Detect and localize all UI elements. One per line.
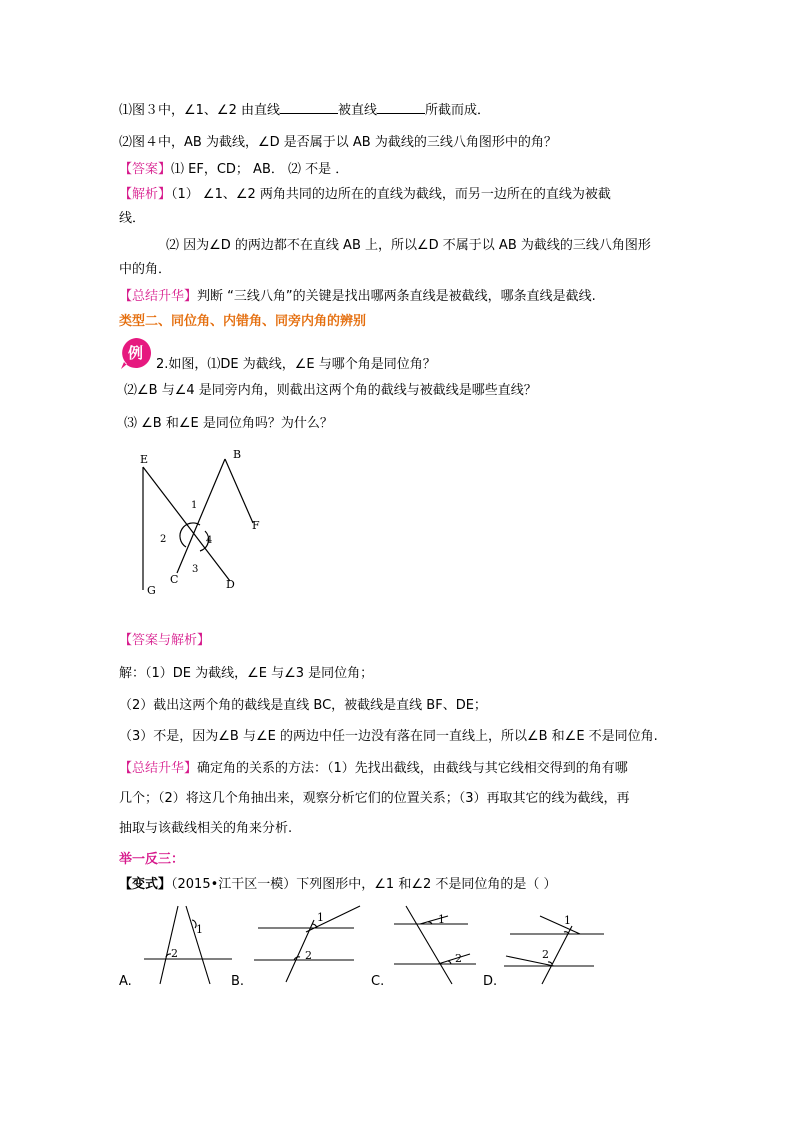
example-line-2: ⑵∠B 与∠4 是同旁内角，则截出这两个角的截线与被截线是哪些直线？ — [124, 383, 537, 398]
option-c-figure — [390, 902, 490, 982]
question-line-1 — [119, 100, 490, 121]
option-d-angle-2: 2 — [542, 948, 549, 961]
analysis-line-2: 线． — [119, 211, 146, 226]
option-a-angle-1: 1 — [196, 923, 203, 936]
answer-text: ⑴ EF，CD； AB． ⑵ 不是 ． — [171, 162, 349, 177]
option-b-angle-1: 1 — [317, 911, 324, 924]
summary-tag: 【总结升华】 — [119, 289, 198, 304]
label-C: C — [170, 573, 179, 586]
option-d-figure — [500, 902, 610, 982]
summary-line — [119, 287, 596, 307]
example-figure — [130, 445, 290, 605]
question-line-2: ⑵图４中，AB 为截线，∠D 是否属于以 AB 为截线的三线八角图形中的角？ — [119, 135, 557, 150]
label-B: B — [233, 448, 242, 461]
answer-tag: 【答案】 — [119, 162, 172, 177]
summary2-line-1 — [119, 759, 628, 779]
analysis-tag: 【解析】 — [119, 187, 172, 202]
label-F: F — [252, 519, 260, 532]
answer-analysis-line-1: 解：（1）DE 为截线，∠E 与∠3 是同位角； — [119, 666, 374, 681]
section-title: 类型二、同位角、内错角、同旁内角的辨别 — [119, 314, 367, 329]
practice-title: 举一反三： — [119, 852, 185, 867]
example-badge-text: 例 — [128, 344, 144, 362]
angle-label-1: 1 — [191, 500, 198, 511]
practice-question — [119, 875, 557, 895]
option-c-label: C. — [371, 974, 385, 989]
angle-label-3: 3 — [192, 564, 199, 575]
option-d-angle-1: 1 — [564, 914, 571, 927]
option-d-label: D. — [483, 974, 498, 989]
option-a-figure — [140, 902, 240, 982]
angle-label-2: 2 — [160, 534, 167, 545]
summary-text: 判断 “三线八角”的关键是找出哪两条直线是被截线，哪条直线是截线. — [197, 289, 596, 304]
example-line-3: ⑶ ∠B 和∠E 是同位角吗？为什么？ — [124, 416, 333, 431]
example-badge — [119, 336, 153, 370]
analysis-line-3: ⑵ 因为∠D 的两边都不在直线 AB 上，所以∠D 不属于以 AB 为截线的三线八角图形 — [166, 238, 651, 253]
option-b-label: B. — [231, 974, 245, 989]
angle-label-4: 4 — [206, 535, 213, 546]
label-E: E — [140, 453, 149, 466]
variant-text: （2015•江干区一模）下列图形中，∠1 和∠2 不是同位角的是（ ） — [171, 877, 557, 892]
summary2-line-3: 抽取与该截线相关的角来分析. — [119, 821, 293, 836]
answer-analysis-line-2: （2）截出这两个角的截线是直线 BC，被截线是直线 BF、DE； — [119, 698, 487, 713]
analysis-line-4: 中的角． — [119, 262, 172, 277]
analysis-line-1 — [119, 185, 611, 205]
option-a-label: A. — [119, 974, 132, 989]
label-G: G — [147, 584, 156, 597]
summary2-text: 确定角的关系的方法：（1）先找出截线，由截线与其它线相交得到的角有哪 — [197, 761, 628, 776]
summary2-tag: 【总结升华】 — [119, 761, 198, 776]
answer-analysis-line-3: （3）不是，因为∠B 与∠E 的两边中任一边没有落在同一直线上，所以∠B 和∠E 不是同位角. — [119, 729, 658, 744]
option-a-angle-2: 2 — [171, 947, 178, 960]
variant-tag: 【变式】 — [119, 877, 172, 892]
option-c-angle-2: 2 — [455, 952, 462, 965]
summary2-line-2: 几个；（2）将这几个角抽出来，观察分析它们的位置关系；（3）再取其它的线为截线，再 — [119, 791, 630, 806]
option-c-angle-1: 1 — [438, 913, 445, 926]
label-D: D — [226, 578, 235, 591]
example-line-1: 2.如图，⑴DE 为截线，∠E 与哪个角是同位角？ — [156, 357, 436, 372]
option-b-angle-2: 2 — [305, 949, 312, 962]
answer-blank — [377, 100, 425, 114]
question-text: 被直线 — [337, 103, 377, 118]
answer-line — [119, 160, 348, 180]
analysis-text: （1） ∠1、∠2 两角共同的边所在的直线为截线，而另一边所在的直线为被截 — [171, 187, 611, 202]
answer-analysis-tag: 【答案与解析】 — [119, 633, 211, 648]
answer-blank — [280, 100, 338, 114]
question-text: ⑴图３中，∠1、∠2 由直线 — [119, 103, 280, 118]
option-b-figure — [250, 902, 370, 982]
question-text: 所截而成． — [425, 103, 491, 118]
